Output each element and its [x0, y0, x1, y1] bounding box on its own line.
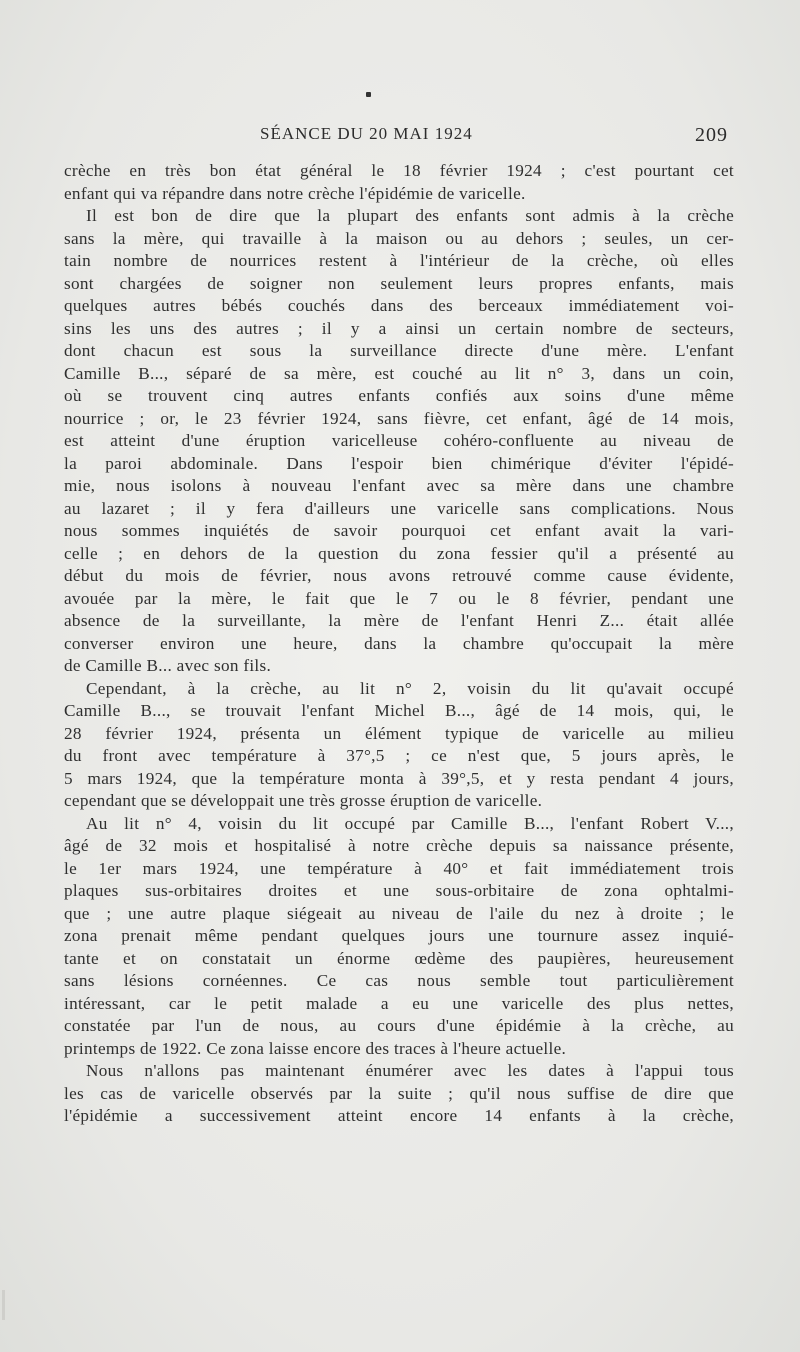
- text-line: printemps de 1922. Ce zona laisse encore des traces à l'heure actuelle.: [64, 1038, 567, 1058]
- text-line: intéressant, car le petit malade a eu une varicelle des plus nettes,: [64, 993, 734, 1013]
- text-line: tante et on constatait un énorme œdème des paupières, heureusement: [64, 948, 734, 968]
- text-line: où se trouvent cinq autres enfants confiés aux soins d'une même: [64, 386, 734, 405]
- text-line: avouée par la mère, le fait que le 7 ou le 8 février, pendant une: [64, 588, 734, 608]
- text-line: zona prenait même pendant quelques jours une tournure assez inquié-: [64, 926, 734, 945]
- text-line: converser environ une heure, dans la chambre qu'occupait la mère: [64, 633, 734, 653]
- text-line: les cas de varicelle observés par la suite ; qu'il nous suffise de dire que: [64, 1083, 734, 1103]
- text-line: Camille B..., se trouvait l'enfant Michel B..., âgé de 14 mois, qui, le: [64, 701, 734, 720]
- text-line: du front avec température à 37°,5 ; ce n'est que, 5 jours après, le: [64, 746, 734, 765]
- text-line: que ; une autre plaque siégeait au niveau de l'aile du nez à droite ; le: [64, 903, 734, 923]
- text-line: début du mois de février, nous avons retrouvé comme cause évidente,: [64, 566, 734, 585]
- text-line: dont chacun est sous la surveillance directe d'une mère. L'enfant: [64, 341, 734, 360]
- ink-dot: [366, 92, 371, 97]
- text-line: nous sommes inquiétés de savoir pourquoi cet enfant avait la vari-: [64, 521, 734, 540]
- text-line: sins les uns des autres ; il y a ainsi un certain nombre de secteurs,: [64, 318, 734, 338]
- text-line: celle ; en dehors de la question du zona fessier qu'il a présenté au: [64, 543, 734, 563]
- text-line: mie, nous isolons à nouveau l'enfant avec sa mère dans une chambre: [64, 476, 734, 495]
- header-title: SÉANCE DU 20 MAI 1924: [260, 124, 473, 143]
- text-line: quelques autres bébés couchés dans des berceaux immédiatement voi-: [64, 296, 734, 315]
- body-text: [64, 160, 734, 1128]
- text-line: Il est bon de dire que la plupart des enfants sont admis à la crèche: [86, 206, 734, 225]
- text-line: crèche en très bon état général le 18 février 1924 ; c'est pourtant cet: [64, 161, 734, 180]
- text-line: âgé de 32 mois et hospitalisé à notre crèche depuis sa naissance présente,: [64, 836, 734, 855]
- text-line: la paroi abdominale. Dans l'espoir bien chimérique d'éviter l'épidé-: [64, 453, 734, 473]
- text-line: est atteint d'une éruption varicelleuse cohéro-confluente au niveau de: [64, 431, 734, 450]
- page-number: 209: [695, 124, 728, 146]
- text-line: Camille B..., séparé de sa mère, est couché au lit n° 3, dans un coin,: [64, 363, 734, 383]
- text-line: sont chargées de soigner non seulement leurs propres enfants, mais: [64, 273, 734, 293]
- text-line: le 1er mars 1924, une température à 40° et fait immédiatement trois: [64, 858, 734, 878]
- text-line: constatée par l'un de nous, au cours d'une épidémie à la crèche, au: [64, 1016, 734, 1035]
- text-line: au lazaret ; il y fera d'ailleurs une varicelle sans complications. Nous: [64, 498, 734, 518]
- text-line: nourrice ; or, le 23 février 1924, sans fièvre, cet enfant, âgé de 14 mois,: [64, 408, 734, 428]
- text-line: sans la mère, qui travaille à la maison ou au dehors ; seules, un cer-: [64, 228, 734, 248]
- text-line: de Camille B... avec son fils.: [64, 656, 272, 675]
- text-line: plaques sus-orbitaires droites et une sous-orbitaire de zona ophtalmi-: [64, 881, 734, 900]
- text-line: enfant qui va répandre dans notre crèche l'épidémie de varicelle.: [64, 183, 526, 203]
- text-line: l'épidémie a successivement atteint encore 14 enfants à la crèche,: [64, 1106, 734, 1125]
- text-line: Nous n'allons pas maintenant énumérer avec les dates à l'appui tous: [86, 1061, 734, 1080]
- text-line: Au lit n° 4, voisin du lit occupé par Camille B..., l'enfant Robert V...,: [86, 813, 734, 833]
- text-line: absence de la surveillante, la mère de l'enfant Henri Z... était allée: [64, 611, 734, 630]
- text-line: Cependant, à la crèche, au lit n° 2, voisin du lit qu'avait occupé: [86, 678, 734, 698]
- text-line: cependant que se développait une très grosse éruption de varicelle.: [64, 791, 543, 810]
- text-line: tain nombre de nourrices restent à l'intérieur de la crèche, où elles: [64, 251, 734, 270]
- text-line: 5 mars 1924, que la température monta à 39°,5, et y resta pendant 4 jours,: [64, 768, 734, 788]
- text-line: 28 février 1924, présenta un élément typique de varicelle au milieu: [64, 723, 734, 743]
- running-header: [64, 120, 734, 152]
- text-line: sans lésions cornéennes. Ce cas nous semble tout particulièrement: [64, 971, 734, 990]
- scan-edge-mark: [2, 1290, 5, 1320]
